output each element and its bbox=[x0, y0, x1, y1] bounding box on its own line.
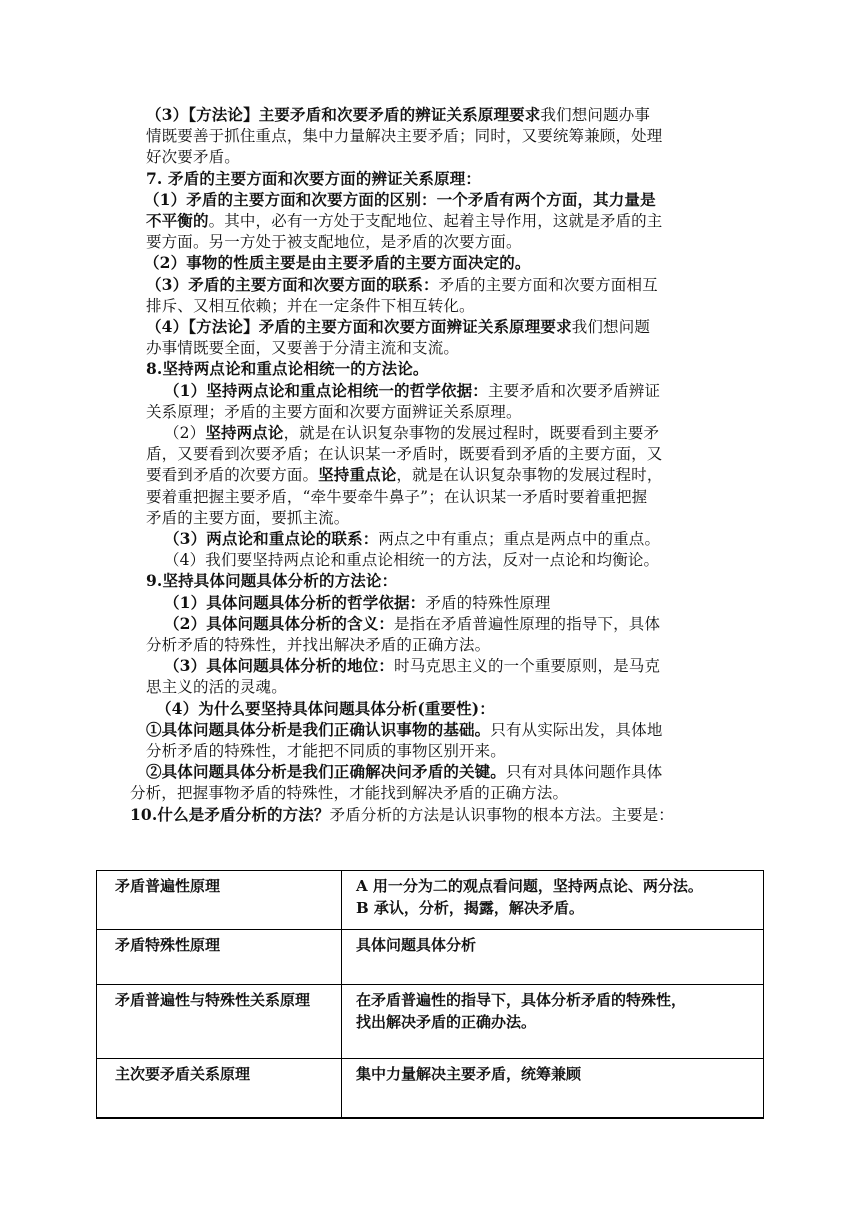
plain-text: 分析，把握事物矛盾的特殊性，才能找到解决矛盾的正确方法。 bbox=[130, 784, 569, 803]
text-line bbox=[146, 104, 721, 126]
text-line bbox=[144, 252, 719, 274]
table-cell-principle: 矛盾普遍性与特殊性关系原理 bbox=[97, 985, 342, 1059]
plain-text: 只有从实际出发，具体地 bbox=[490, 720, 663, 739]
table-cell-method bbox=[342, 871, 764, 930]
text-line bbox=[130, 804, 705, 826]
plain-text: ，就是在认识复杂事物的发展过程时，既要看到主要矛 bbox=[283, 424, 660, 442]
bold-text: 10.什么是矛盾分析的方法？ bbox=[130, 804, 330, 824]
plain-text: （4）我们要坚持两点论和重点论相统一的方法，反对一点论和均衡论。 bbox=[164, 551, 660, 570]
text-line bbox=[146, 274, 721, 296]
bold-text: （3）【方法论】主要矛盾和次要矛盾的辨证关系原理要求 bbox=[146, 105, 541, 124]
text-line bbox=[164, 592, 739, 614]
plain-text: 主要矛盾和次要矛盾辨证 bbox=[487, 381, 661, 400]
bold-text: （3）矛盾的主要方面和次要方面的联系： bbox=[146, 274, 439, 294]
text-line bbox=[146, 231, 721, 253]
text-line bbox=[146, 464, 721, 486]
plain-text: 分析矛盾的特殊性，并找出解决矛盾的正确方法。 bbox=[146, 636, 491, 654]
plain-text: 矛盾分析的方法是认识事物的根本方法。主要是： bbox=[329, 805, 674, 824]
text-line bbox=[164, 380, 739, 402]
plain-text: 好次要矛盾。 bbox=[146, 148, 240, 167]
text-line bbox=[146, 316, 721, 338]
plain-text: 要方面。另一方处于被支配地位，是矛盾的次要方面。 bbox=[146, 233, 522, 252]
bold-text: ②具体问题具体分析是我们正确解决问矛盾的关键。 bbox=[146, 762, 506, 782]
text-line bbox=[146, 486, 721, 508]
bold-text: （4）为什么要坚持具体问题具体分析(重要性)： bbox=[156, 698, 495, 718]
text-line bbox=[146, 570, 721, 592]
bold-text: （4）【方法论】矛盾的主要方面和次要方面辨证关系原理要求 bbox=[146, 317, 572, 336]
bold-text: 8.坚持两点论和重点论相统一的方法论。 bbox=[146, 359, 429, 379]
text-line bbox=[146, 168, 721, 190]
table-row bbox=[97, 1059, 764, 1119]
bold-text: （2）具体问题具体分析的含义： bbox=[164, 613, 395, 633]
plain-text: 要看到矛盾的次要方面。 bbox=[146, 466, 319, 485]
plain-text: 时马克思主义的一个重要原则，是马克 bbox=[394, 657, 661, 676]
table-cell-method bbox=[342, 985, 764, 1059]
table-row bbox=[97, 871, 764, 930]
text-line bbox=[146, 358, 721, 380]
text-line bbox=[146, 401, 721, 423]
plain-text: 。其中，必有一方处于支配地位、起着主导作用，这就是矛盾的主 bbox=[208, 212, 663, 230]
table-cell-principle: 矛盾特殊性原理 bbox=[97, 930, 342, 985]
text-line bbox=[146, 740, 721, 762]
plain-text: 盾，又要看到次要矛盾；在认识某一矛盾时，既要看到矛盾的主要方面，又 bbox=[146, 445, 663, 464]
table-row bbox=[97, 985, 764, 1059]
bold-text: 坚持两点论 bbox=[205, 423, 284, 442]
plain-text: ，就是在认识复杂事物的发展过程时， bbox=[396, 466, 663, 485]
cell-line: 在矛盾普遍性的指导下，具体分析矛盾的特殊性， bbox=[356, 991, 687, 1009]
text-line bbox=[164, 655, 739, 677]
cell-line: 找出解决矛盾的正确办法。 bbox=[356, 1013, 537, 1031]
text-line bbox=[146, 761, 721, 783]
plain-text: 分析矛盾的特殊性，才能把不同质的事物区别开来。 bbox=[146, 742, 506, 760]
plain-text: 是指在矛盾普遍性原理的指导下，具体 bbox=[394, 614, 661, 633]
bold-text: （1）矛盾的主要方面和次要方面的区别：一个矛盾有两个方面，其力量是 bbox=[144, 189, 656, 209]
text-line bbox=[144, 189, 719, 211]
text-line bbox=[164, 528, 739, 550]
cell-line: 集中力量解决主要矛盾，统筹兼顾 bbox=[356, 1065, 582, 1083]
bold-text: （3）具体问题具体分析的地位： bbox=[164, 656, 395, 676]
plain-text: 要着重把握主要矛盾，“牵牛要牵牛鼻子”；在认识某一矛盾时要着重把握 bbox=[146, 487, 648, 506]
table-cell-method bbox=[342, 930, 764, 985]
text-line bbox=[146, 676, 721, 698]
text-line bbox=[146, 443, 721, 465]
text-line bbox=[146, 210, 721, 232]
bold-text: 7. 矛盾的主要方面和次要方面的辨证关系原理： bbox=[146, 168, 482, 188]
plain-text: 办事情既要全面，又要善于分清主流和支流。 bbox=[146, 339, 460, 358]
text-line bbox=[146, 337, 721, 359]
plain-text: 思主义的活的灵魂。 bbox=[146, 678, 287, 697]
bold-text: （3）两点论和重点论的联系： bbox=[164, 529, 379, 548]
table-cell-method bbox=[342, 1059, 764, 1119]
plain-text: 关系原理；矛盾的主要方面和次要方面辨证关系原理。 bbox=[146, 402, 522, 421]
plain-text: 排斥、又相互依赖；并在一定条件下相互转化。 bbox=[146, 296, 475, 315]
text-line bbox=[130, 782, 705, 804]
plain-text: 两点之中有重点；重点是两点中的重点。 bbox=[378, 530, 661, 548]
bold-text: （1）具体问题具体分析的哲学依据： bbox=[164, 592, 426, 612]
plain-text: 矛盾的主要方面和次要方面相互 bbox=[438, 275, 658, 294]
cell-line: 具体问题具体分析 bbox=[356, 936, 477, 954]
bold-text: ①具体问题具体分析是我们正确认识事物的基础。 bbox=[146, 719, 491, 739]
bold-text: 9.坚持具体问题具体分析的方法论： bbox=[146, 571, 398, 591]
text-line bbox=[146, 146, 721, 168]
bold-text: 坚持重点论 bbox=[318, 465, 397, 485]
plain-text: 情既要善于抓住重点，集中力量解决主要矛盾；同时，又要统筹兼顾，处理 bbox=[146, 127, 663, 146]
plain-text: （2） bbox=[164, 424, 206, 442]
table-row bbox=[97, 930, 764, 985]
text-line bbox=[146, 507, 721, 529]
text-line bbox=[146, 634, 721, 656]
cell-line: B 承认，分析，揭露，解决矛盾。 bbox=[356, 899, 584, 917]
bold-text: 不平衡的 bbox=[146, 211, 209, 230]
table-cell-principle: 矛盾普遍性原理 bbox=[97, 871, 342, 930]
text-line bbox=[146, 125, 721, 147]
text-line bbox=[164, 613, 739, 635]
text-line bbox=[146, 719, 721, 741]
plain-text: 我们想问题办事 bbox=[540, 106, 650, 124]
bold-text: （2）事物的性质主要是由主要矛盾的主要方面决定的。 bbox=[144, 253, 531, 273]
text-line bbox=[156, 698, 731, 720]
plain-text: 只有对具体问题作具体 bbox=[505, 763, 663, 782]
bold-text: （1）坚持两点论和重点论相统一的哲学依据： bbox=[164, 380, 488, 400]
text-line bbox=[164, 422, 739, 444]
text-line bbox=[164, 549, 739, 571]
plain-text: 矛盾的主要方面，要抓主流。 bbox=[146, 508, 350, 527]
table-cell-principle: 主次要矛盾关系原理 bbox=[97, 1059, 342, 1119]
cell-line: A 用一分为二的观点看问题，坚持两点论、两分法。 bbox=[356, 877, 703, 895]
plain-text: 我们想问题 bbox=[571, 318, 651, 336]
contradiction-principles-table bbox=[96, 870, 764, 1119]
text-line bbox=[146, 295, 721, 317]
plain-text: 矛盾的特殊性原理 bbox=[425, 593, 551, 612]
